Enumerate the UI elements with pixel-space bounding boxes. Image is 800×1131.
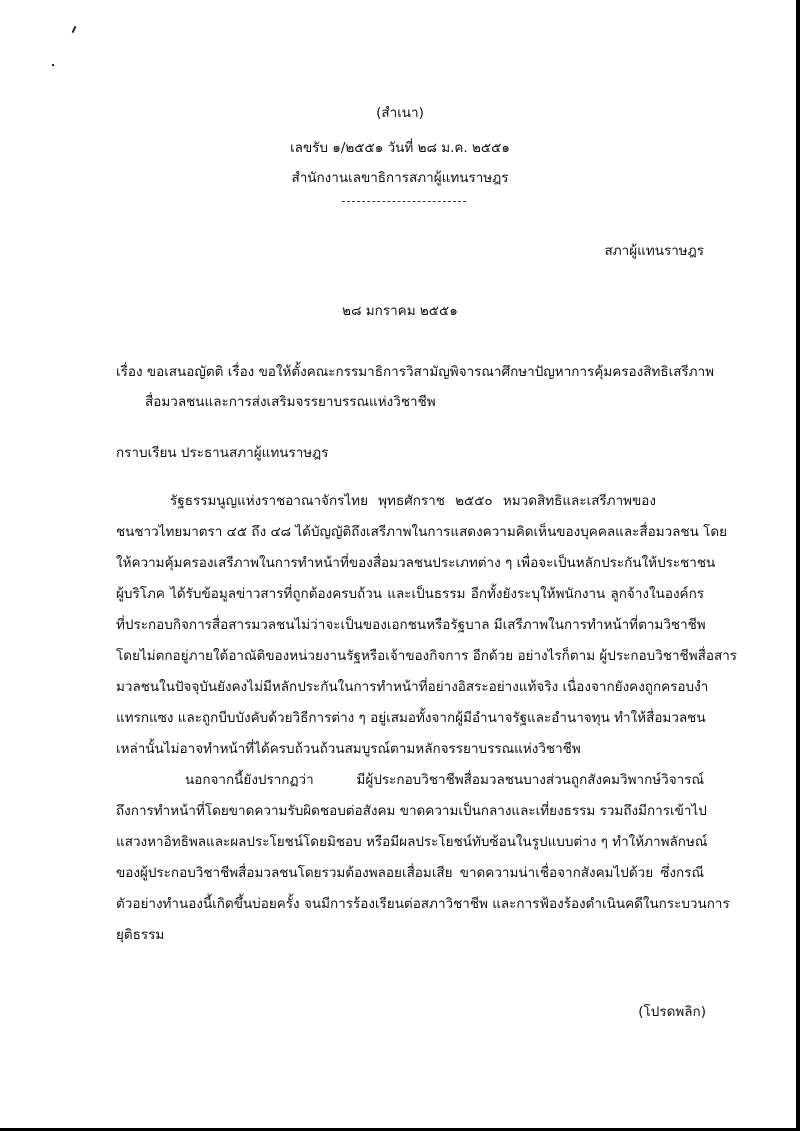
subject-line-2: สื่อมวลชนและการส่งเสริมจรรยาบรรณแห่งวิชาชีพ <box>145 394 436 410</box>
paragraph1-line: ที่ประกอบกิจการสื่อสารมวลชนไม่ว่าจะเป็นของเอกชนหรือรัฐบาล มีเสรีภาพในการทำหน้าที่ตามวิชาชีพ <box>116 617 706 633</box>
copy-mark: (สำเนา) <box>376 105 424 121</box>
paragraph1-line: โดยไม่ตกอยู่ภายใต้อาณัติของหน่วยงานรัฐหรือเจ้าของกิจการ อีกด้วย อย่างไรก็ตาม ผู้ประกอบวิชาชีพสื่อสาร <box>116 648 738 664</box>
scan-mark <box>72 26 77 33</box>
document-date: ๒๘ มกราคม ๒๕๕๑ <box>342 303 458 319</box>
salutation: กราบเรียน ประธานสภาผู้แทนราษฎร <box>116 445 329 461</box>
office-name: สำนักงานเลขาธิการสภาผู้แทนราษฎร <box>291 170 509 186</box>
receipt-line: เลขรับ ๑/๒๕๕๑ วันที่ ๒๘ ม.ค. ๒๕๕๑ <box>290 140 510 156</box>
paragraph1-line: ผู้บริโภค ได้รับข้อมูลข่าวสารที่ถูกต้องครบถ้วน และเป็นธรรม อีกทั้งยังระบุให้พนักงาน ลูกจ้างในองค์กร <box>116 586 704 602</box>
scan-dot <box>52 64 54 66</box>
paragraph2-line: ตัวอย่างทำนองนี้เกิดขึ้นบ่อยครั้ง จนมีการร้องเรียนต่อสภาวิชาชีพ และการฟ้องร้องดำเนินคดีในกระบวนการ <box>116 896 730 912</box>
paragraph2-line: แสวงหาอิทธิพลและผลประโยชน์โดยมิชอบ หรือมีผลประโยชน์ทับซ้อนในรูปแบบต่าง ๆ ทำให้ภาพลักษณ์ <box>116 834 708 850</box>
header-divider <box>342 201 466 202</box>
page-turn-note: (โปรดพลิก) <box>638 1004 706 1020</box>
paragraph2-line: ของผู้ประกอบวิชาชีพสื่อมวลชนโดยรวมต้องพลอยเสื่อมเสีย ขาดความน่าเชื่อจากสังคมไปด้วย ซึ่งกรณี <box>116 865 704 881</box>
paragraph2-line: ถึงการทำหน้าที่โดยขาดความรับผิดชอบต่อสังคม ขาดความเป็นกลางและเที่ยงธรรม รวมถึงมีการเข้าไป <box>116 803 707 819</box>
paragraph1-line: มวลชนในปัจจุบันยังคงไม่มีหลักประกันในการทำหน้าที่อย่างอิสระอย่างแท้จริง เนื่องจากยังคงถูกครอบงำ <box>116 679 709 695</box>
paragraph1-line: เหล่านั้นไม่อาจทำหน้าที่ได้ครบถ้วนถ้วนสมบูรณ์ตามหลักจรรยาบรรณแห่งวิชาชีพ <box>116 741 581 757</box>
subject-line-1: เรื่อง ขอเสนอญัตติ เรื่อง ขอให้ตั้งคณะกรรมาธิการวิสามัญพิจารณาศึกษาปัญหาการคุ้มครองสิทธิเสรีภาพ <box>116 364 715 380</box>
paragraph1-line: ชนชาวไทยมาตรา ๔๕ ถึง ๔๘ ได้บัญญัติถึงเสรีภาพในการแสดงความคิดเห็นของบุคคลและสื่อมวลชน โดย <box>116 524 728 540</box>
paragraph1-line: รัฐธรรมนูญแห่งราชอาณาจักรไทย พุทธศักราช ๒๕๕๐ หมวดสิทธิและเสรีภาพของ <box>170 493 656 509</box>
paragraph2-line: นอกจากนี้ยังปรากฏว่า มีผู้ประกอบวิชาชีพสื่อมวลชนบางส่วนถูกสังคมวิพากษ์วิจารณ์ <box>185 772 704 788</box>
paragraph1-line: ให้ความคุ้มครองเสรีภาพในการทำหน้าที่ของสื่อมวลชนประเภทต่าง ๆ เพื่อจะเป็นหลักประกันให้ประชาชน <box>116 555 716 571</box>
paragraph2-line: ยุติธรรม <box>116 927 165 943</box>
paragraph1-line: แทรกแซง และถูกบีบบังคับด้วยวิธีการต่าง ๆ อยู่เสมอทั้งจากผู้มีอำนาจรัฐและอำนาจทุน ทำให้สื่อมวลชน <box>116 710 706 726</box>
sender: สภาผู้แทนราษฎร <box>604 243 704 259</box>
